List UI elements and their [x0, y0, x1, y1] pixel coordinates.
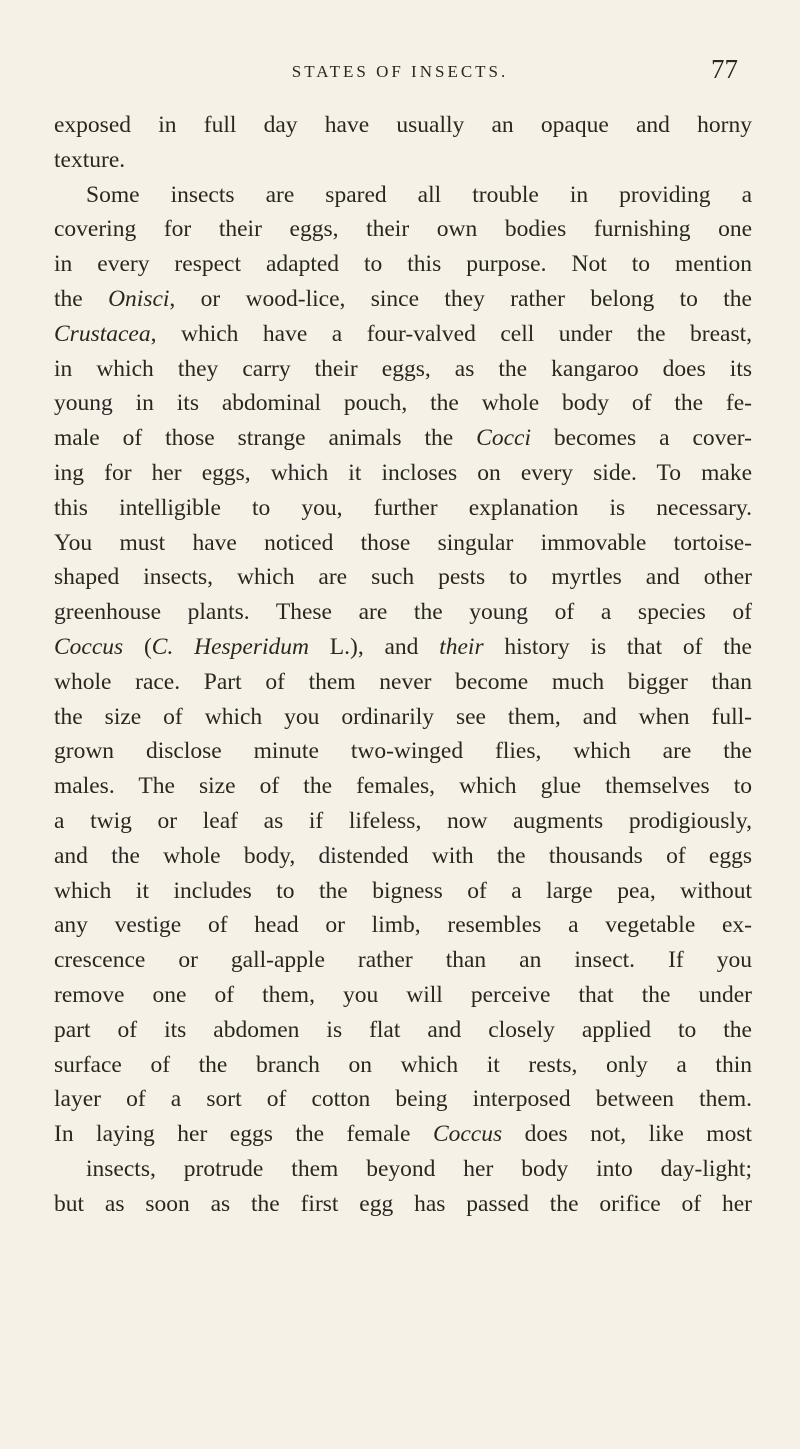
running-head [54, 54, 746, 94]
text-run: greenhouse plants. These are the young of a species of [54, 599, 752, 626]
text-run: In laying her eggs the female [54, 1121, 433, 1148]
italic-run: Crustacea [54, 320, 151, 347]
text-line [54, 908, 752, 943]
text-run: history is that of the [483, 633, 752, 660]
text-run: crescence or gall-apple rather than an insect. If you [54, 947, 752, 974]
text-run: but as soon as the first egg has passed the orifice of her [54, 1190, 752, 1217]
text-run: insects, protrude them beyond her body into day-light; [86, 1155, 752, 1182]
italic-run: Coccus [432, 1121, 503, 1148]
text-run: does not, like most [502, 1121, 753, 1148]
text-line [54, 421, 752, 456]
text-run: a twig or leaf as if lifeless, now augments prodigiously, [54, 807, 752, 834]
text-run: male of those strange animals the [54, 425, 477, 452]
text-run: young in its abdominal pouch, the whole body of the fe- [54, 390, 752, 417]
text-line [54, 595, 752, 630]
text-line [54, 978, 752, 1013]
text-run: ing for her eggs, which it incloses on every side. To make [54, 459, 752, 486]
text-run: in every respect adapted to this purpose. Not to mention [54, 251, 752, 278]
text-line [54, 769, 752, 804]
body-text [54, 108, 752, 1222]
text-line [54, 143, 752, 178]
text-run: covering for their eggs, their own bodies furnishing one [54, 216, 752, 243]
text-line [54, 386, 752, 421]
text-line [54, 282, 752, 317]
text-line [54, 108, 752, 143]
italic-run: Onisci [108, 285, 170, 312]
text-run: this intelligible to you, further explanation is necessary. [54, 494, 752, 521]
text-run: becomes a cover- [530, 425, 752, 452]
text-line [54, 734, 752, 769]
text-line [54, 1013, 752, 1048]
text-run: any vestige of head or limb, resembles a vegetable ex- [54, 912, 752, 939]
text-run: which it includes to the bigness of a large pea, without [54, 877, 752, 904]
text-line [54, 943, 752, 978]
text-line [54, 560, 752, 595]
text-line [54, 456, 752, 491]
text-run: , or wood-lice, since they rather belong to the [169, 285, 752, 312]
text-run: grown disclose minute two-winged flies, which are the [54, 738, 752, 765]
text-line [54, 1152, 752, 1187]
text-run: remove one of them, you will perceive that the under [54, 981, 752, 1008]
text-run: part of its abdomen is flat and closely applied to the [54, 1016, 752, 1043]
text-run: the [54, 285, 109, 312]
page-number: 77 [711, 54, 738, 84]
text-run: surface of the branch on which it rests, only a thin [54, 1051, 752, 1078]
text-line [54, 491, 752, 526]
text-line [54, 874, 752, 909]
text-line [54, 526, 752, 561]
text-line [54, 804, 752, 839]
text-line [54, 317, 752, 352]
text-line [54, 178, 752, 213]
text-run: whole race. Part of them never become much bigger than [54, 668, 752, 695]
text-line [54, 247, 752, 282]
text-run: L.), and [309, 633, 440, 660]
text-line [54, 1117, 752, 1152]
text-line [54, 1082, 752, 1117]
text-line [54, 1187, 752, 1222]
text-line [54, 630, 752, 665]
text-run: layer of a sort of cotton being interposed between them. [54, 1086, 752, 1113]
italic-run: their [439, 633, 484, 660]
text-run: You must have noticed those singular immovable tortoise- [54, 529, 752, 556]
text-line [54, 352, 752, 387]
text-run: males. The size of the females, which glue themselves to [54, 773, 752, 800]
text-line [54, 1048, 752, 1083]
text-line [54, 212, 752, 247]
text-run: , which have a four-valved cell under the breast, [150, 320, 752, 347]
text-line [54, 665, 752, 700]
text-run: Some insects are spared all trouble in providing a [86, 181, 752, 208]
text-run: ( [123, 633, 152, 660]
text-line [54, 839, 752, 874]
text-line [54, 700, 752, 735]
text-run: and the whole body, distended with the thousands of eggs [54, 842, 752, 869]
text-run: texture. [54, 146, 126, 173]
italic-run: Coccus [54, 633, 124, 660]
text-run: exposed in full day have usually an opaque and horny [54, 112, 752, 138]
text-run: the size of which you ordinarily see them, and when full- [54, 703, 752, 730]
running-title: STATES OF INSECTS. [291, 62, 509, 81]
italic-run: Cocci [476, 425, 531, 452]
text-run: in which they carry their eggs, as the kangaroo does its [54, 355, 752, 382]
italic-run: C. Hesperidum [151, 633, 309, 660]
text-run: shaped insects, which are such pests to myrtles and other [54, 564, 752, 591]
